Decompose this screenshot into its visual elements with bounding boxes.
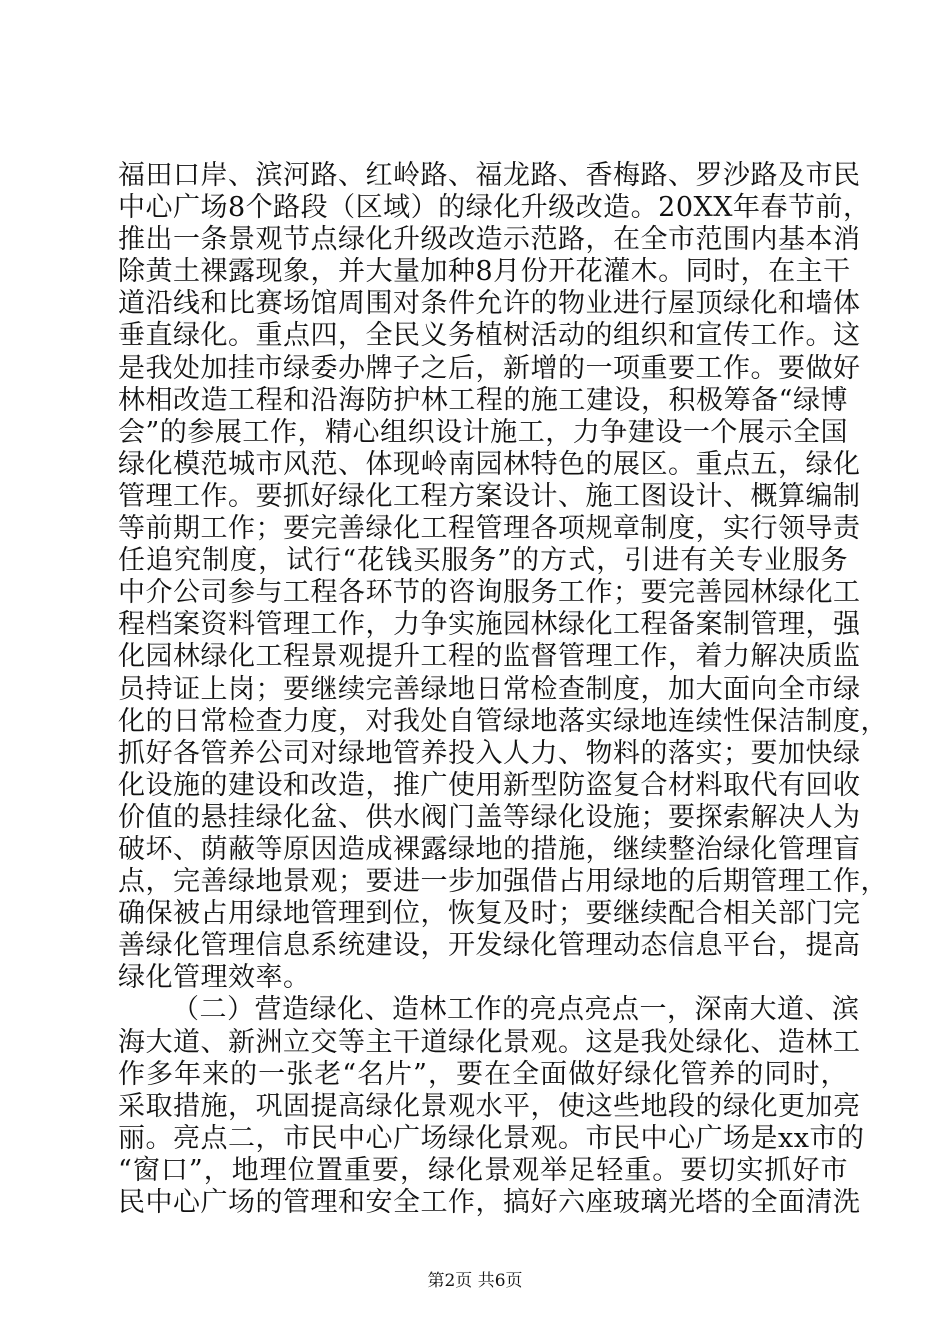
text-line: 价值的悬挂绿化盆、供水阀门盖等绿化设施；要探索解决人为 (118, 801, 861, 833)
text-line: 管理工作。要抓好绿化工程方案设计、施工图设计、概算编制 (118, 480, 861, 512)
body-text (118, 160, 888, 1219)
text-line: 推出一条景观节点绿化升级改造示范路，在全市范围内基本消 (118, 224, 861, 256)
text-line: 是我处加挂市绿委办牌子之后，新增的一项重要工作。要做好 (118, 352, 861, 384)
paragraph-end-line: 绿化管理效率。 (118, 962, 311, 994)
text-line: 中心广场8个路段（区域）的绿化升级改造。20XX年春节前， (118, 192, 871, 224)
text-line: 善绿化管理信息系统建设，开发绿化管理动态信息平台，提高 (118, 930, 861, 962)
text-line: 等前期工作；要完善绿化工程管理各项规章制度，实行领导责 (118, 513, 861, 545)
text-line: 福田口岸、滨河路、红岭路、福龙路、香梅路、罗沙路及市民 (118, 160, 861, 191)
text-line: 员持证上岗；要继续完善绿地日常检查制度，加大面向全市绿 (118, 673, 861, 705)
text-line: 化的日常检查力度，对我处自管绿地落实绿地连续性保洁制度， (118, 705, 888, 737)
paragraph-start-line: （二）营造绿化、造林工作的亮点亮点一，深南大道、滨 (172, 994, 860, 1026)
text-line: 道沿线和比赛场馆周围对条件允许的物业进行屋顶绿化和墙体 (118, 288, 861, 320)
text-line: 作多年来的一张老“名片”，要在全面做好绿化管养的同时， (118, 1058, 848, 1090)
page-number-footer: 第2页 共6页 (427, 1271, 523, 1291)
text-line: “窗口”，地理位置重要，绿化景观举足轻重。要切实抓好市 (118, 1154, 848, 1186)
text-line: 民中心广场的管理和安全工作，搞好六座玻璃光塔的全面清洗 (118, 1187, 861, 1218)
text-line: 海大道、新洲立交等主干道绿化景观。这是我处绿化、造林工 (118, 1026, 861, 1058)
text-line: 任追究制度，试行“花钱买服务”的方式，引进有关专业服务 (118, 545, 848, 577)
text-line: 采取措施，巩固提高绿化景观水平，使这些地段的绿化更加亮 (118, 1090, 861, 1122)
text-line: 确保被占用绿地管理到位，恢复及时；要继续配合相关部门完 (118, 898, 861, 930)
text-line: 会”的参展工作，精心组织设计施工，力争建设一个展示全国 (118, 416, 848, 448)
text-line: 林相改造工程和沿海防护林工程的施工建设，积极筹备“绿博 (118, 384, 848, 416)
text-line: 化园林绿化工程景观提升工程的监督管理工作，着力解决质监 (118, 641, 861, 673)
text-line: 破坏、荫蔽等原因造成裸露绿地的措施，继续整治绿化管理盲 (118, 833, 861, 865)
text-line: 丽。亮点二，市民中心广场绿化景观。市民中心广场是xx市的 (118, 1122, 865, 1154)
text-line: 垂直绿化。重点四，全民义务植树活动的组织和宣传工作。这 (118, 320, 861, 352)
text-line: 抓好各管养公司对绿地管养投入人力、物料的落实；要加快绿 (118, 737, 861, 769)
text-line: 化设施的建设和改造，推广使用新型防盗复合材料取代有回收 (118, 769, 861, 801)
text-line: 点，完善绿地景观；要进一步加强借占用绿地的后期管理工作， (118, 866, 888, 898)
text-line: 绿化模范城市风范、体现岭南园林特色的展区。重点五，绿化 (118, 448, 861, 480)
text-line: 除黄土裸露现象，并大量加种8月份开花灌木。同时，在主干 (118, 256, 851, 288)
text-line: 中介公司参与工程各环节的咨询服务工作；要完善园林绿化工 (118, 577, 861, 609)
text-line: 程档案资料管理工作，力争实施园林绿化工程备案制管理，强 (118, 609, 861, 641)
